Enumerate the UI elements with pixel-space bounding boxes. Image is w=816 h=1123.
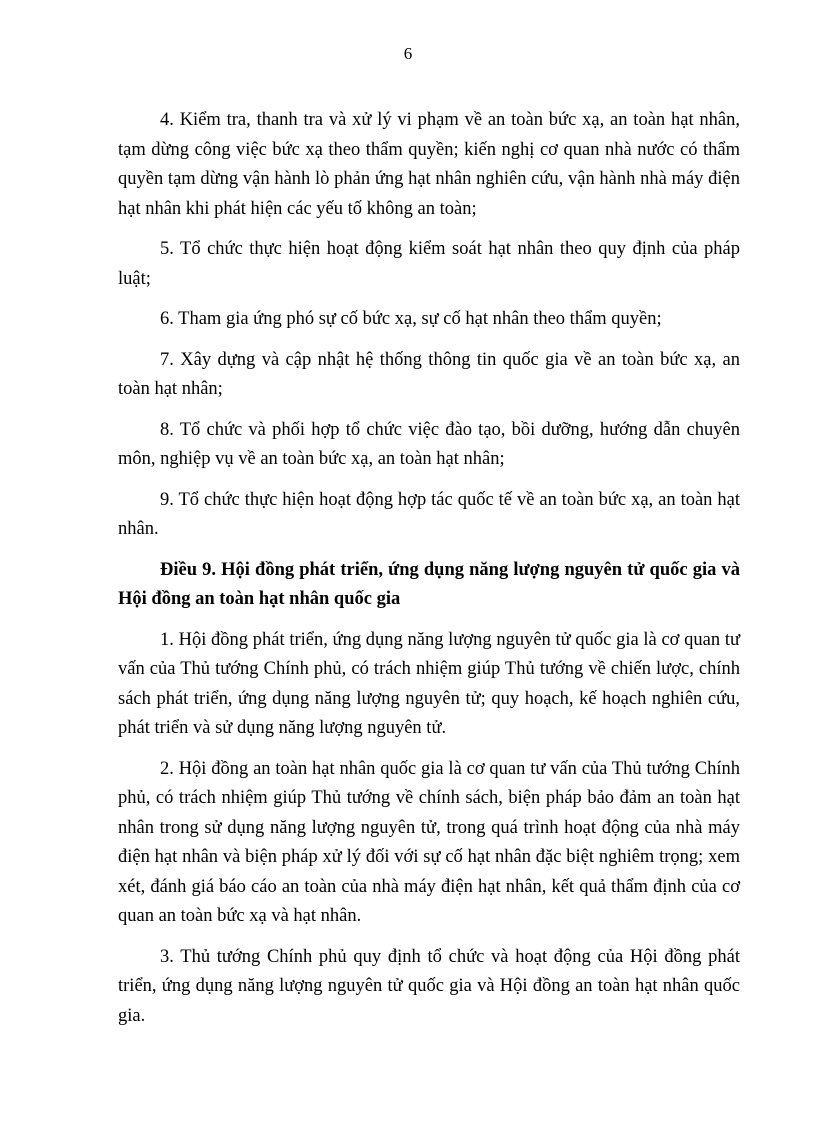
item-7-paragraph: 7. Xây dựng và cập nhật hệ thống thông tin quốc gia về an toàn bức xạ, an toàn hạt nhân; bbox=[118, 349, 740, 399]
item-4-paragraph: 4. Kiểm tra, thanh tra và xử lý vi phạm về an toàn bức xạ, an toàn hạt nhân, tạm dừng công việc bức xạ theo thẩm quyền; kiến nghị cơ quan nhà nước có thẩm quyền tạm dừng vận hành lò phản ứng hạt nhân nghiên cứu, vận hành nhà máy điện hạt nhân khi phát hiện các yếu tố không an toàn; bbox=[118, 110, 740, 219]
article-9-clause-3: 3. Thủ tướng Chính phủ quy định tổ chức và hoạt động của Hội đồng phát triển, ứng dụng năng lượng nguyên tử quốc gia và Hội đồng an toàn hạt nhân quốc gia. bbox=[118, 946, 740, 1026]
page-number: 6 bbox=[403, 44, 413, 63]
article-9-heading: Điều 9. Hội đồng phát triển, ứng dụng năng lượng nguyên tử quốc gia và Hội đồng an toàn hạt nhân quốc gia bbox=[118, 559, 740, 609]
item-6-paragraph: 6. Tham gia ứng phó sự cố bức xạ, sự cố hạt nhân theo thẩm quyền; bbox=[160, 309, 662, 329]
document-body bbox=[118, 106, 740, 1042]
article-9-clause-1: 1. Hội đồng phát triển, ứng dụng năng lượng nguyên tử quốc gia là cơ quan tư vấn của Thủ tướng Chính phủ, có trách nhiệm giúp Thủ tướng về chiến lược, chính sách phát triển, ứng dụng năng lượng nguyên tử; quy hoạch, kế hoạch nghiên cứu, phát triển và sử dụng năng lượng nguyên tử. bbox=[118, 629, 740, 738]
item-9-paragraph: 9. Tổ chức thực hiện hoạt động hợp tác quốc tế về an toàn bức xạ, an toàn hạt nhân. bbox=[118, 489, 740, 539]
item-5-paragraph: 5. Tổ chức thực hiện hoạt động kiểm soát hạt nhân theo quy định của pháp luật; bbox=[118, 239, 740, 289]
article-9-clause-2: 2. Hội đồng an toàn hạt nhân quốc gia là cơ quan tư vấn của Thủ tướng Chính phủ, có trách nhiệm giúp Thủ tướng về chính sách, biện pháp bảo đảm an toàn hạt nhân trong sử dụng năng lượng nguyên tử, trong quá trình hoạt động của nhà máy điện hạt nhân và biện pháp xử lý đối với sự cố hạt nhân đặc biệt nghiêm trọng; xem xét, đánh giá báo cáo an toàn của nhà máy điện hạt nhân, kết quả thẩm định của cơ quan an toàn bức xạ và hạt nhân. bbox=[118, 758, 740, 926]
item-8-paragraph: 8. Tổ chức và phối hợp tổ chức việc đào tạo, bồi dưỡng, hướng dẫn chuyên môn, nghiệp vụ về an toàn bức xạ, an toàn hạt nhân; bbox=[118, 419, 740, 469]
